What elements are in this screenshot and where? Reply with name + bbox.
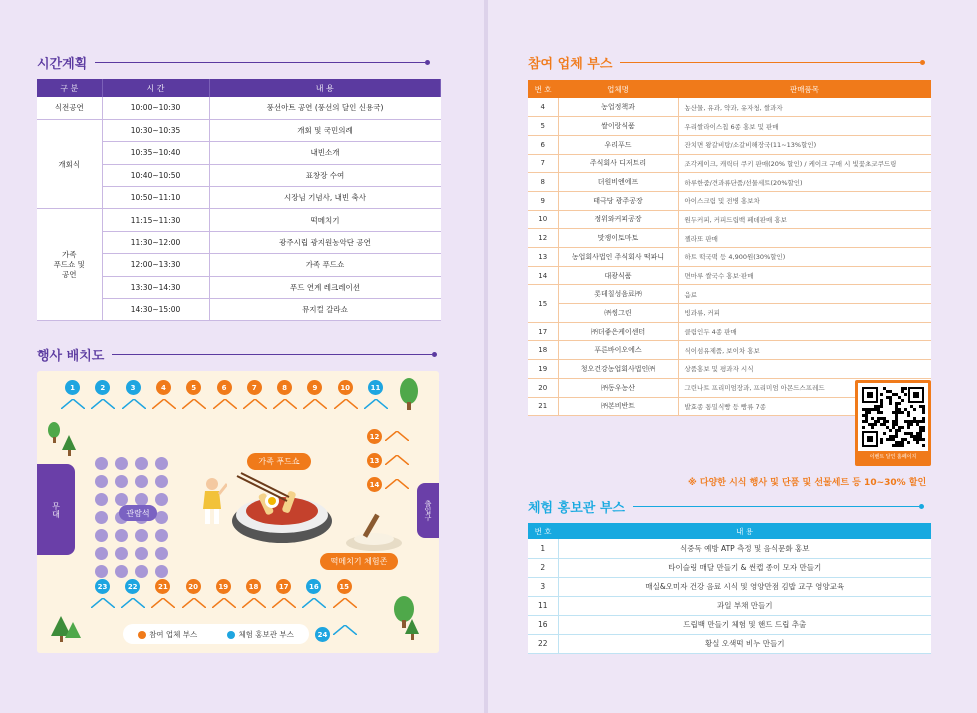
schedule-title: 시간계획: [37, 57, 88, 72]
number-cell: 17: [528, 322, 558, 341]
col-header: 업체명: [558, 80, 678, 98]
vendor-items-cell: 클림인두 4종 판매: [678, 322, 931, 341]
seat: [135, 529, 148, 542]
promo-table: [528, 523, 931, 654]
stage: 무대: [37, 464, 75, 555]
table-row: [528, 98, 931, 117]
legend-vendor: [138, 629, 197, 640]
content-cell: 내빈소개: [209, 142, 441, 164]
tent-icon: [182, 399, 206, 409]
booth-number-22: 22: [125, 579, 140, 594]
seat: [115, 565, 128, 578]
content-cell: 시장님 기념사, 내빈 축사: [209, 187, 441, 209]
map-title: 행사 배치도: [37, 349, 105, 364]
table-row: [528, 117, 931, 136]
number-cell: 21: [528, 397, 558, 416]
map-title-bar: [37, 345, 437, 364]
discount-note: ※ 다양한 시식 행사 및 단품 및 선물세트 등 10~30% 할인: [688, 478, 927, 488]
number-cell: 7: [528, 154, 558, 173]
vendor-items-cell: 우리쌀라이스칩 6종 홍보 및 판매: [678, 117, 931, 136]
number-cell: 3: [528, 577, 558, 596]
number-cell: 15: [528, 285, 558, 322]
legend-promo-label: 체험 홍보관 부스: [238, 629, 294, 639]
number-cell: 5: [528, 117, 558, 136]
table-row: [528, 285, 931, 304]
group-cell: 가족 푸드쇼 및 공연: [37, 209, 102, 321]
seat: [155, 457, 168, 470]
vendor-name-cell: 롯데칠성음료㈜: [558, 285, 678, 304]
table-row: [528, 173, 931, 192]
booth-number-4: 4: [156, 380, 171, 395]
seat: [155, 565, 168, 578]
legend-promo: [227, 629, 293, 640]
group-cell: 개회식: [37, 119, 102, 209]
col-header: 구 분: [37, 79, 102, 97]
table-row: [37, 209, 441, 231]
seat: [135, 547, 148, 560]
qr-code-box[interactable]: [855, 380, 931, 466]
number-cell: 13: [528, 248, 558, 267]
qr-code-icon: [858, 383, 928, 451]
vendor-items-cell: 음료: [678, 285, 931, 304]
seat: [115, 457, 128, 470]
orange-dot-icon: [138, 631, 146, 639]
tent-icon: [243, 399, 267, 409]
title-rule: [112, 354, 432, 355]
seat: [155, 529, 168, 542]
table-row: [528, 304, 931, 323]
seat: [95, 475, 108, 488]
content-cell: 표창장 수여: [209, 164, 441, 186]
booth-number-12: 12: [367, 429, 382, 444]
number-cell: 10: [528, 210, 558, 229]
content-cell: 풍선아트 공연 (풍선의 달인 신용국): [209, 97, 441, 119]
vendor-items-cell: 젤라또 판매: [678, 229, 931, 248]
seat: [95, 457, 108, 470]
table-row: [528, 322, 931, 341]
booth-number-7: 7: [247, 380, 262, 395]
tree-icon: [51, 616, 81, 646]
vendor-name-cell: 농업회사법인 주식회사 떡파니: [558, 248, 678, 267]
col-header: 번 호: [528, 80, 558, 98]
booth-number-2: 2: [95, 380, 110, 395]
seat: [95, 493, 108, 506]
table-row: [528, 248, 931, 267]
tent-icon: [91, 598, 115, 608]
schedule-table: [37, 79, 441, 321]
booth-number-13: 13: [367, 453, 382, 468]
tent-icon: [151, 598, 175, 608]
food-show-label: 가족 푸드쇼: [247, 453, 311, 470]
number-cell: 19: [528, 360, 558, 379]
tent-icon: [122, 399, 146, 409]
seat: [95, 511, 108, 524]
booth-number-10: 10: [338, 380, 353, 395]
tent-icon: [91, 399, 115, 409]
vendor-name-cell: ㈜더좋은케이센터: [558, 322, 678, 341]
vendor-name-cell: 청오건강농업회사법인㈜: [558, 360, 678, 379]
tent-icon: [152, 399, 176, 409]
col-header: 내 용: [209, 79, 441, 97]
table-row: [528, 191, 931, 210]
tent-icon: [303, 399, 327, 409]
number-cell: 22: [528, 634, 558, 653]
time-cell: 10:00~10:30: [102, 97, 209, 119]
booth-number-6: 6: [217, 380, 232, 395]
content-cell: 푸드 연계 레크레이션: [209, 276, 441, 298]
time-cell: 13:30~14:30: [102, 276, 209, 298]
title-rule: [633, 506, 919, 507]
time-cell: 10:30~10:35: [102, 119, 209, 141]
seat: [115, 475, 128, 488]
seat: [95, 547, 108, 560]
vendor-name-cell: ㈜본비반트: [558, 397, 678, 416]
schedule-title-bar: [37, 53, 430, 72]
seat: [155, 475, 168, 488]
col-header: 판매품목: [678, 80, 931, 98]
booth-number-3: 3: [126, 380, 141, 395]
number-cell: 8: [528, 173, 558, 192]
table-row: [37, 119, 441, 141]
booth-number-24: 24: [315, 627, 330, 642]
time-cell: 14:30~15:00: [102, 299, 209, 321]
content-cell: 개회 및 국민의례: [209, 119, 441, 141]
tent-icon: [272, 598, 296, 608]
number-cell: 1: [528, 539, 558, 558]
seat: [135, 475, 148, 488]
table-row: [528, 341, 931, 360]
time-cell: 10:35~10:40: [102, 142, 209, 164]
number-cell: 20: [528, 378, 558, 397]
seat: [115, 547, 128, 560]
number-cell: 18: [528, 341, 558, 360]
tent-icon: [242, 598, 266, 608]
promo-title-bar: [528, 497, 924, 516]
vendor-items-cell: 빙과류, 커피: [678, 304, 931, 323]
booth-number-21: 21: [155, 579, 170, 594]
tree-icon: [47, 421, 61, 443]
number-cell: 11: [528, 596, 558, 615]
booth-number-11: 11: [368, 380, 383, 395]
time-cell: 11:30~12:00: [102, 231, 209, 253]
tree-icon: [405, 619, 419, 641]
tent-icon: [333, 598, 357, 608]
vendor-name-cell: 주식회사 디저트리: [558, 154, 678, 173]
title-dot: [425, 60, 430, 65]
title-dot: [920, 60, 925, 65]
vendor-name-cell: 정위와커피공장: [558, 210, 678, 229]
vendor-items-cell: 상품홍보 및 평과자 시식: [678, 360, 931, 379]
content-cell: 가족 푸드쇼: [209, 254, 441, 276]
legend-vendor-label: 참여 업체 부스: [149, 629, 198, 639]
vendors-table: [528, 80, 931, 416]
content-cell: 과일 부채 만들기: [558, 596, 931, 615]
entrance: 출입구: [417, 483, 439, 538]
tent-icon: [364, 399, 388, 409]
seat: [135, 565, 148, 578]
rice-cake-zone-label: 떡메치기 체험존: [320, 553, 398, 570]
content-cell: 매실&오미자 건강 음료 시식 및 영양만점 김밥 교구 영양교육: [558, 577, 931, 596]
seat: [95, 565, 108, 578]
table-row: [528, 634, 931, 653]
vendor-items-cell: 그린나트 프리미엄장과, 프리미엄 아몬드스프레드: [678, 378, 931, 397]
tent-icon: [273, 399, 297, 409]
col-header: 내 용: [558, 523, 931, 539]
table-row: [528, 266, 931, 285]
booth-number-17: 17: [276, 579, 291, 594]
tent-icon: [385, 455, 409, 465]
mortar-icon: [339, 513, 409, 553]
tent-icon: [302, 598, 326, 608]
content-cell: 황실 오색떡 비누 만들기: [558, 634, 931, 653]
number-cell: 6: [528, 135, 558, 154]
number-cell: 16: [528, 615, 558, 634]
booth-number-9: 9: [307, 380, 322, 395]
vendor-name-cell: 우리푸드: [558, 135, 678, 154]
booth-number-1: 1: [65, 380, 80, 395]
tent-icon: [385, 431, 409, 441]
table-row: [528, 539, 931, 558]
qr-caption: 이벤트 달인 홈페이지: [869, 454, 917, 460]
vendor-items-cell: 조각케이크, 캐릭터 쿠키 판매(20% 할인) / 케이크 구매 시 빛꽃초코쿠드링: [678, 154, 931, 173]
seat: [95, 529, 108, 542]
booth-number-14: 14: [367, 477, 382, 492]
content-cell: 드립백 만들기 체험 및 핸드 드립 추출: [558, 615, 931, 634]
vendor-name-cell: 맛쟁이토마토: [558, 229, 678, 248]
vendor-name-cell: 더원비엔에프: [558, 173, 678, 192]
booth-number-8: 8: [277, 380, 292, 395]
table-row: [528, 210, 931, 229]
table-row: [528, 135, 931, 154]
tree-icon: [62, 435, 76, 457]
seat: [155, 547, 168, 560]
vendor-name-cell: 농업정책과: [558, 98, 678, 117]
col-header: 시 간: [102, 79, 209, 97]
seating-label: 관람석: [119, 505, 157, 521]
time-cell: 12:00~13:30: [102, 254, 209, 276]
vendor-name-cell: ㈜씽그린: [558, 304, 678, 323]
vendor-name-cell: 쌀이랑식품: [558, 117, 678, 136]
title-rule: [620, 62, 920, 63]
vendors-title: 참여 업체 부스: [528, 57, 613, 72]
table-row: [528, 154, 931, 173]
booth-number-19: 19: [216, 579, 231, 594]
table-row: [528, 615, 931, 634]
number-cell: 4: [528, 98, 558, 117]
table-row: [528, 596, 931, 615]
map-legend: [123, 624, 309, 644]
number-cell: 2: [528, 558, 558, 577]
vendor-items-cell: 잔치면 왕갈비탕/소갈비해장국(11~13%할인): [678, 135, 931, 154]
tree-icon: [399, 377, 419, 411]
title-dot: [919, 504, 924, 509]
title-dot: [432, 352, 437, 357]
group-cell: 식전공연: [37, 97, 102, 119]
vendor-items-cell: 하루한줌/견과류단품/선물세트(20%할인): [678, 173, 931, 192]
tent-icon: [213, 399, 237, 409]
blue-dot-icon: [227, 631, 235, 639]
vendor-name-cell: 푸른바이오에스: [558, 341, 678, 360]
vendor-items-cell: 하트 떡국떡 등 4,900원(30%할인): [678, 248, 931, 267]
vendor-items-cell: 농산물, 유과, 약과, 유자청, 쌀과자: [678, 98, 931, 117]
table-row: [37, 97, 441, 119]
tent-icon: [385, 479, 409, 489]
vendor-items-cell: 원두커피, 커피드립백 페데판매 홍보: [678, 210, 931, 229]
content-cell: 타이슬링 매달 만들기 & 썬캡 종이 모자 만들기: [558, 558, 931, 577]
booth-number-20: 20: [186, 579, 201, 594]
tent-icon: [333, 625, 357, 635]
content-cell: 떡메치기: [209, 209, 441, 231]
number-cell: 9: [528, 191, 558, 210]
food-bowl-icon: [227, 471, 337, 551]
number-cell: 12: [528, 229, 558, 248]
table-row: [528, 229, 931, 248]
vendor-name-cell: 태극당 광주공장: [558, 191, 678, 210]
vendor-items-cell: 아이스크림 및 전병 홍보차: [678, 191, 931, 210]
vendor-name-cell: 대광식품: [558, 266, 678, 285]
vendor-items-cell: 발효종 통밀식빵 등 빵류 7종: [678, 397, 931, 416]
person-icon: [197, 474, 227, 529]
table-row: [528, 360, 931, 379]
time-cell: 10:50~11:10: [102, 187, 209, 209]
col-header: 번 호: [528, 523, 558, 539]
booth-number-15: 15: [337, 579, 352, 594]
content-cell: 식중독 예방 ATP 측정 및 음식문화 홍보: [558, 539, 931, 558]
time-cell: 11:15~11:30: [102, 209, 209, 231]
time-cell: 10:40~10:50: [102, 164, 209, 186]
booth-number-16: 16: [306, 579, 321, 594]
table-row: [528, 558, 931, 577]
seat: [155, 493, 168, 506]
number-cell: 14: [528, 266, 558, 285]
vendor-name-cell: ㈜동우농산: [558, 378, 678, 397]
venue-map: [37, 371, 439, 653]
content-cell: 뮤지컬 갈라쇼: [209, 299, 441, 321]
tent-icon: [182, 598, 206, 608]
tent-icon: [212, 598, 236, 608]
table-row: [528, 577, 931, 596]
title-rule: [95, 62, 425, 63]
seat: [135, 457, 148, 470]
vendor-items-cell: 식이섬유제품, 보이차 홍보: [678, 341, 931, 360]
seat: [115, 529, 128, 542]
tent-icon: [121, 598, 145, 608]
promo-title: 체험 홍보관 부스: [528, 501, 625, 516]
vendor-items-cell: 면마루 쌀국수 홍보·판매: [678, 266, 931, 285]
tent-icon: [61, 399, 85, 409]
booth-number-18: 18: [246, 579, 261, 594]
content-cell: 광주시립 광지원농악단 공연: [209, 231, 441, 253]
tent-icon: [334, 399, 358, 409]
booth-number-23: 23: [95, 579, 110, 594]
booth-number-5: 5: [186, 380, 201, 395]
vendors-title-bar: [528, 53, 925, 72]
